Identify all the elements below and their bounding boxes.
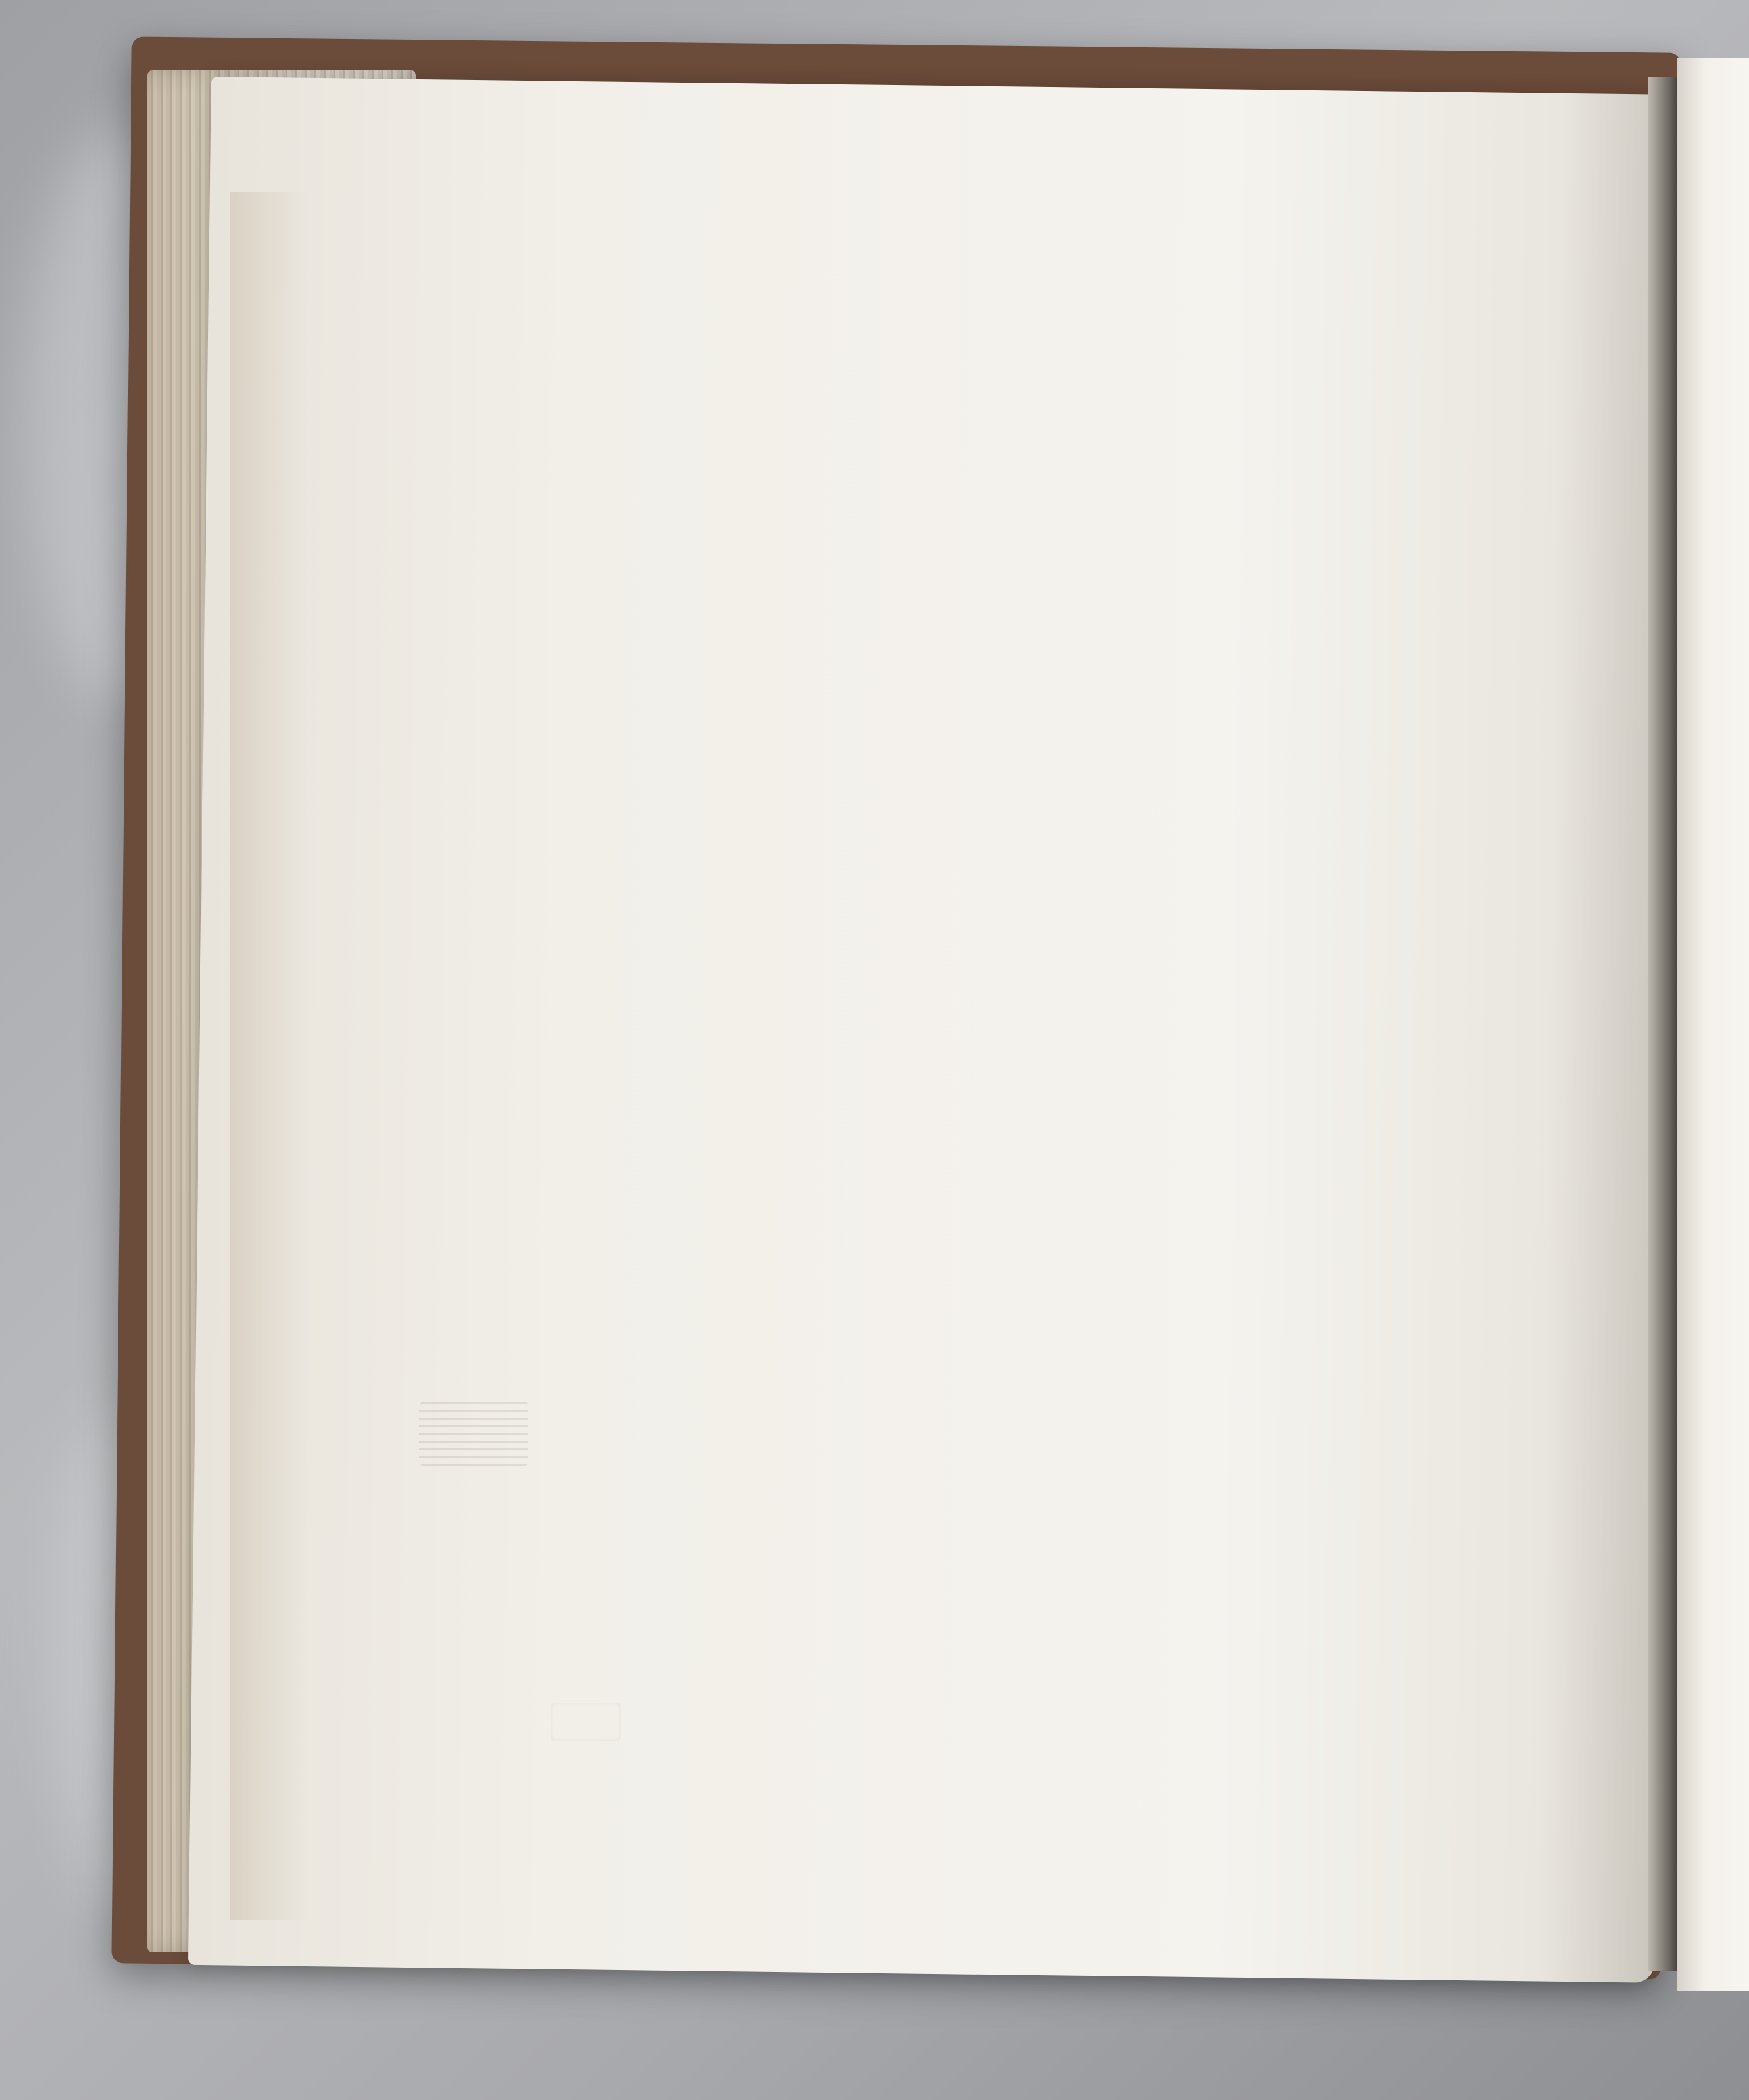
page-stain xyxy=(230,192,307,1920)
blind-impression xyxy=(419,1402,528,1466)
facing-page-text xyxy=(1695,0,1749,2100)
left-page xyxy=(188,77,1677,1983)
blind-stamp xyxy=(551,1703,621,1741)
